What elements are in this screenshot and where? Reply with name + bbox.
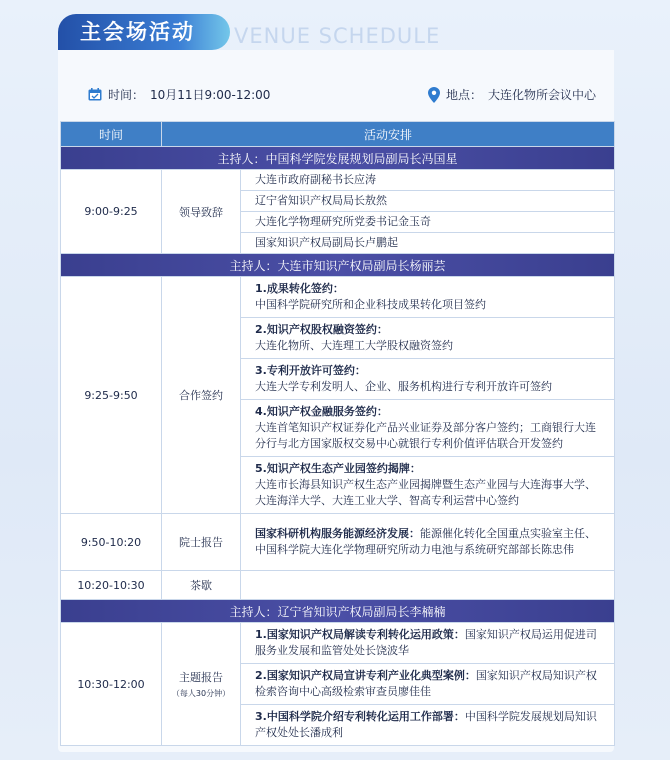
speaker-item: 国家知识产权局副局长卢鹏起 (241, 233, 615, 254)
host-text: 主持人：大连市知识产权局副局长杨丽芸 (61, 254, 615, 277)
time-info (88, 86, 270, 103)
block-body: 大连市长海县知识产权生态产业园揭牌暨生态产业园与大连海事大学、大连海洋大学、大连工业大学、智高专利运营中心签约 (255, 478, 596, 507)
place-label: 地点： (445, 88, 482, 102)
block-heading: 2.知识产权股权融资签约： (255, 323, 388, 336)
session-time: 10:20-10:30 (61, 571, 162, 600)
signing-block (241, 359, 615, 400)
col-time-header: 时间 (61, 122, 162, 147)
report-block (241, 705, 615, 746)
block-body: 中国科学院研究所和企业科技成果转化项目签约 (255, 298, 486, 311)
host-text: 主持人：辽宁省知识产权局副局长李楠楠 (61, 600, 615, 623)
table-row (61, 514, 615, 571)
calendar-icon (88, 88, 102, 101)
host-row (61, 600, 615, 623)
schedule-table (60, 121, 615, 746)
block-heading: 2.国家知识产权局宣讲专利产业化典型案例： (255, 669, 476, 682)
host-row (61, 147, 615, 170)
session-time: 9:25-9:50 (61, 277, 162, 514)
report-block (241, 623, 615, 664)
report-block (241, 664, 615, 705)
speaker-item: 辽宁省知识产权局局长敖然 (241, 191, 615, 212)
place-info (428, 86, 596, 103)
time-label: 时间： (108, 88, 145, 102)
block-body: 大连大学专利发明人、企业、服务机构进行专利开放许可签约 (255, 380, 552, 393)
signing-block (241, 457, 615, 514)
block-heading: 3.中国科学院介绍专利转化运用工作部署： (255, 710, 465, 723)
host-row (61, 254, 615, 277)
block-heading: 1.国家知识产权局解读专利转化运用政策： (255, 628, 465, 641)
table-row (61, 623, 615, 664)
block-heading: 3.专利开放许可签约： (255, 364, 366, 377)
place-value: 大连化物所会议中心 (487, 88, 596, 102)
session-type: 主题报告 (179, 671, 223, 684)
block-heading: 5.知识产权生态产业园签约揭牌： (255, 462, 421, 475)
session-type: 院士报告 (162, 514, 241, 571)
block-body: 大连首笔知识产权证券化产品兴业证券及部分客户签约；工商银行大连分行与北方国家版权交易中心就银行专利价值评估联合开发签约 (255, 421, 596, 450)
report-block (241, 514, 615, 571)
speaker-item: 大连市政府副秘书长应涛 (241, 170, 615, 191)
empty-cell (241, 571, 615, 600)
speaker-item: 大连化学物理研究所党委书记金玉奇 (241, 212, 615, 233)
block-body: 大连化物所、大连理工大学股权融资签约 (255, 339, 453, 352)
signing-block (241, 318, 615, 359)
col-activity-header: 活动安排 (162, 122, 615, 147)
session-time: 10:30-12:00 (61, 623, 162, 746)
table-row (61, 277, 615, 318)
block-heading: 国家科研机构服务能源经济发展： (255, 527, 420, 540)
session-type: 茶歇 (162, 571, 241, 600)
session-time: 9:50-10:20 (61, 514, 162, 571)
signing-block (241, 400, 615, 457)
table-header (61, 122, 615, 147)
session-type-note: （每人30分钟） (171, 689, 231, 698)
page-subtitle: VENUE SCHEDULE (234, 24, 441, 48)
session-type-cell (162, 623, 241, 746)
block-heading: 1.成果转化签约： (255, 282, 344, 295)
session-type: 领导致辞 (162, 170, 241, 254)
block-body: 能源催化转化全国重点实验室主任、中国科学院大连化学物理研究所动力电池与系统研究部部长陈忠伟 (255, 527, 596, 556)
table-row (61, 571, 615, 600)
session-time: 9:00-9:25 (61, 170, 162, 254)
block-body: 中国科学院发展规划局知识产权处处长潘成利 (255, 710, 597, 739)
page-title: 主会场活动 (58, 14, 230, 50)
time-value: 10月11日9:00-12:00 (150, 88, 271, 102)
block-body: 国家知识产权局知识产权检索咨询中心高级检索审查员廖佳佳 (255, 669, 597, 698)
event-info (88, 86, 596, 106)
location-pin-icon (428, 87, 440, 103)
host-text: 主持人：中国科学院发展规划局副局长冯国星 (61, 147, 615, 170)
signing-block (241, 277, 615, 318)
block-body: 国家知识产权局运用促进司服务业发展和监管处处长饶波华 (255, 628, 597, 657)
session-type: 合作签约 (162, 277, 241, 514)
table-row (61, 170, 615, 191)
block-heading: 4.知识产权金融服务签约： (255, 405, 388, 418)
